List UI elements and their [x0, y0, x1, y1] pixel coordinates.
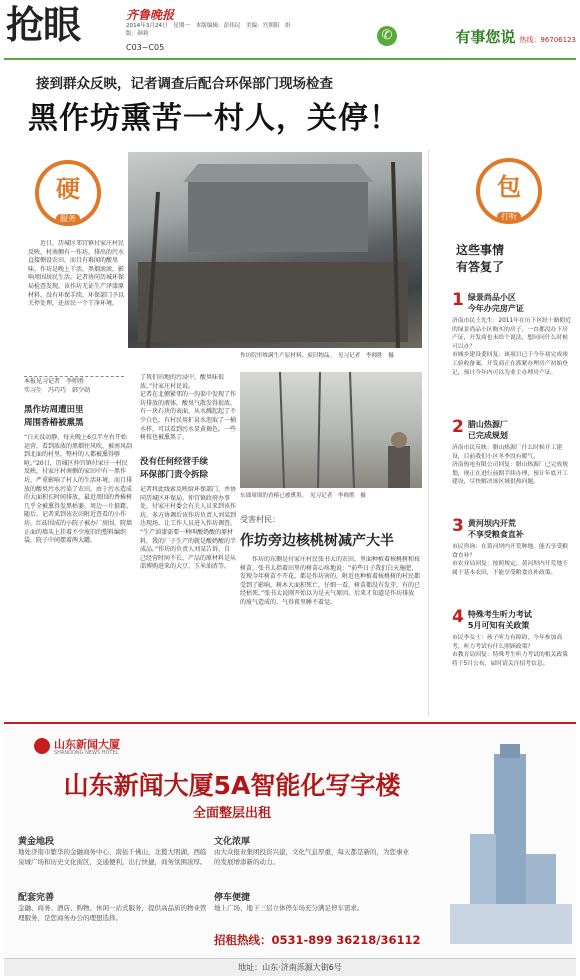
headline: 黑作坊熏苦一村人，关停！: [28, 101, 400, 136]
divider: [24, 376, 124, 377]
ad-headline: 山东新闻大厦5A智能化写字楼: [63, 771, 401, 800]
answer-item-3: 3 黄河坝内开荒 不享受粮食直补: [452, 516, 524, 539]
brand-logo-icon: [34, 738, 50, 754]
body-column-3: 作坊的东侧是付家庄村民张书太的农田，里面种植着核桃树和枝树苗，张书太指着田里的树苗心疼地说：“前些日子我们白天施肥，发现今年树苗不开花，都是作坊害的，附近也种植着核桃树的村民都受到了影响，树木大面积死亡，仔细一看，树苗都没有发芽，有的已经枯死。”张书太说刚开始以为是天气原因，后来才知道是作坊排放的废气造成的，气得夜里睡不着觉。: [240, 556, 420, 606]
ad-subline: 全面整层出租: [192, 806, 271, 821]
section-title: 抢眼: [6, 3, 81, 47]
subhead-2: 没有任何经营手续 环保部门责令拆除: [140, 457, 209, 480]
hotline-title: 有事您说 热线：96706123: [455, 28, 576, 46]
answers-title: 这些事情 有答复了: [456, 243, 505, 274]
answer-list: 1 绿景尚品小区 今年办完房产证 济南市民王先生：2011年在历下区经十路附近的绿景尚品小区购买的房子，一直都没办下房产证，开发商也未给个说法，想问问什么时候可以办？ 市城乡建设委回复：该项目已于今年初完成竣工验收备案，开发商正在抓紧办理房产初始登记，预计今年内可以为业主办理房产证。 2 腊山热源厂 已完成规划 济南市民反映：腊山热源厂什么时候开工建设，目前我们小区冬季没有暖气。 济南热电有限公司回复：腊山热源厂已完成规划，现正在进行前期手续办理，预计年底开工建设，尽快解决该区域供热问题。 3 黄河坝内开荒 不享受粮食直补 市民咨询：在黄河坝内开荒种地，能否享受粮食直补？ 市农业局回复：按照规定，黄河坝内开荒地不属于基本农田，不能享受粮食直补政策。 4 特殊考生听力考试 5月可知有关政策 市民李女士：孩子听力有障碍，今年参加高考，听力考试有什么照顾政策？ 市教育局回复：特殊考生听力考试的相关政策将于5月公布，届时请关注招考信息。: [452, 290, 572, 667]
body-column-2b: 记者将此线索反映给环保部门，并协同历城区环保局、仲宫镇政府办事处，付家庄村委会有关人员来到该作坊，多方协调后该作坊负责人刘某到达现场，让工作人员进入作坊调查。 “生产油漆需要一种叫酸奶酸的原材料，我的厂子生产的就是酸奶酸的半成品。”作坊的负责人刘某告诉，自己经营时间不长，产品的原材料是从淄博购进来的大豆、玉米油渣等。: [140, 486, 236, 571]
issue-meta: 2014年3月24日 星期一 本版编辑：彭伟民 美编：宫照阳 组版：颜莉: [126, 23, 291, 37]
photo-caption-1: 作坊院里堆满生产原材料、废旧物品。 见习记者 李师胜 摄: [240, 353, 394, 359]
section-label: 受害村民：: [240, 515, 280, 524]
photo-villager: [240, 372, 422, 488]
lead-paragraph: 近日，历城区邻宫镇付家庄村民反映，村南侧有一作坊，排出的污水直接侧设农田，而且有难闻的酸臭味。作坊是晚上干活，黑烟滚滚，影响周围居民生活。记者协同历城环保局检查发现，该作坊无证生产泽漆原材料，没有环保手续，环保部门予以关停处理，还居民一个干净环境。: [28, 240, 125, 308]
ad-block-4: 停车便捷 地上广场、地下三层立体停车场充分满足停车需求。: [214, 893, 364, 912]
kicker: 接到群众反映，记者调查后配合环保部门现场检查: [36, 76, 333, 92]
body-column-2a: 了我们田地的污浸中，酸臭味很浓。”付家庄村民说。 记者在北侧紧邻的一沟渠中发现了作坊排放的液体，酸臭气散发得很浓，有一块石块的表面，从水溅起起了不少白色，有村民用扩泉水泡取了一桶水样，可以看到污水显黄褐色，一些树枝也被熏黑了。: [140, 374, 236, 442]
newspaper-logo: 齐鲁晚报: [126, 8, 175, 22]
subhead-1: 黑作坊周遭田里 周围香椿被熏黑: [24, 405, 84, 428]
ad-brand: 山东新闻大厦: [54, 738, 120, 751]
service-badge: 硬 服务: [35, 160, 101, 226]
ask-badge: 包 打听: [476, 158, 542, 224]
subhead-3: 作坊旁边核桃树减产大半: [240, 533, 394, 549]
ad-block-2: 文化浓厚 由大众报业集团投资兴建，文化气息厚重，每天都是新的，为您事业的发展增添新的动力。: [214, 837, 409, 866]
photo-workshop: [128, 152, 422, 348]
answer-item-2: 2 腊山热源厂 已完成规划: [452, 417, 508, 440]
building-illustration: [450, 744, 572, 954]
ad-block-1: 黄金地段 地处济南市繁华的金融商务中心、南依千佛山，北揽大明湖，西临泉城广场和历史文化街区，交通便利，出行快捷，商务氛围浓厚。: [18, 837, 207, 866]
ad-brand-en: SHANDONG NEWS HOTEL: [54, 750, 119, 756]
page-range: C03~C05: [126, 43, 165, 52]
advertisement: [4, 722, 576, 976]
header-rule: [4, 58, 576, 60]
ad-hotline: 招租热线：0531-899 36218/36112: [214, 933, 421, 947]
photo-caption-2: 东墙周围的香椿已被熏黑。 见习记者 李师胜 摄: [240, 493, 366, 499]
column-divider: [428, 150, 429, 716]
byline: 本报见习记者 李师胜 实习生 冯巧巧 韩少勋: [24, 378, 91, 394]
ad-address: 地址：山东·济南泺源大街6号: [4, 958, 576, 976]
answer-item-4: 4 特殊考生听力考试 5月可知有关政策: [452, 607, 532, 630]
phone-icon: ✆: [377, 26, 397, 46]
body-column-1: “白天没动静，每天晚上6点半左右开始运营，看到浓浓的黑烟往风吹，被南风刮到北面的村里，整村的人都被熏得够呛。”20日，历城区仲宫镇付家庄一村民反映，付家庄村南侧的家田中有一黑作坊，严重影响了村人的生活环境，而且排放的酸臭污水污染了农田，由于污水造成的大面积长时间排放，最近周围的香椿树几乎全被熏得发黑枯萎，周边一片狼藉。 随后，记者来到该农田附近查看的小作坊，红砖围成的小院子被办厂房围，院墙正面的墙头上挂着不少废旧的塑料编织袋，院子中间摆着两大罐。: [24, 434, 132, 545]
hotline-number: 热线：96706123: [519, 36, 576, 44]
answer-item-1: 1 绿景尚品小区 今年办完房产证: [452, 290, 524, 313]
ad-block-3: 配套完善 金融、商务、酒店、购物、休闲一站式服务，提供高品质的物业管理服务，是您商务办公的理想选择。: [18, 893, 207, 922]
